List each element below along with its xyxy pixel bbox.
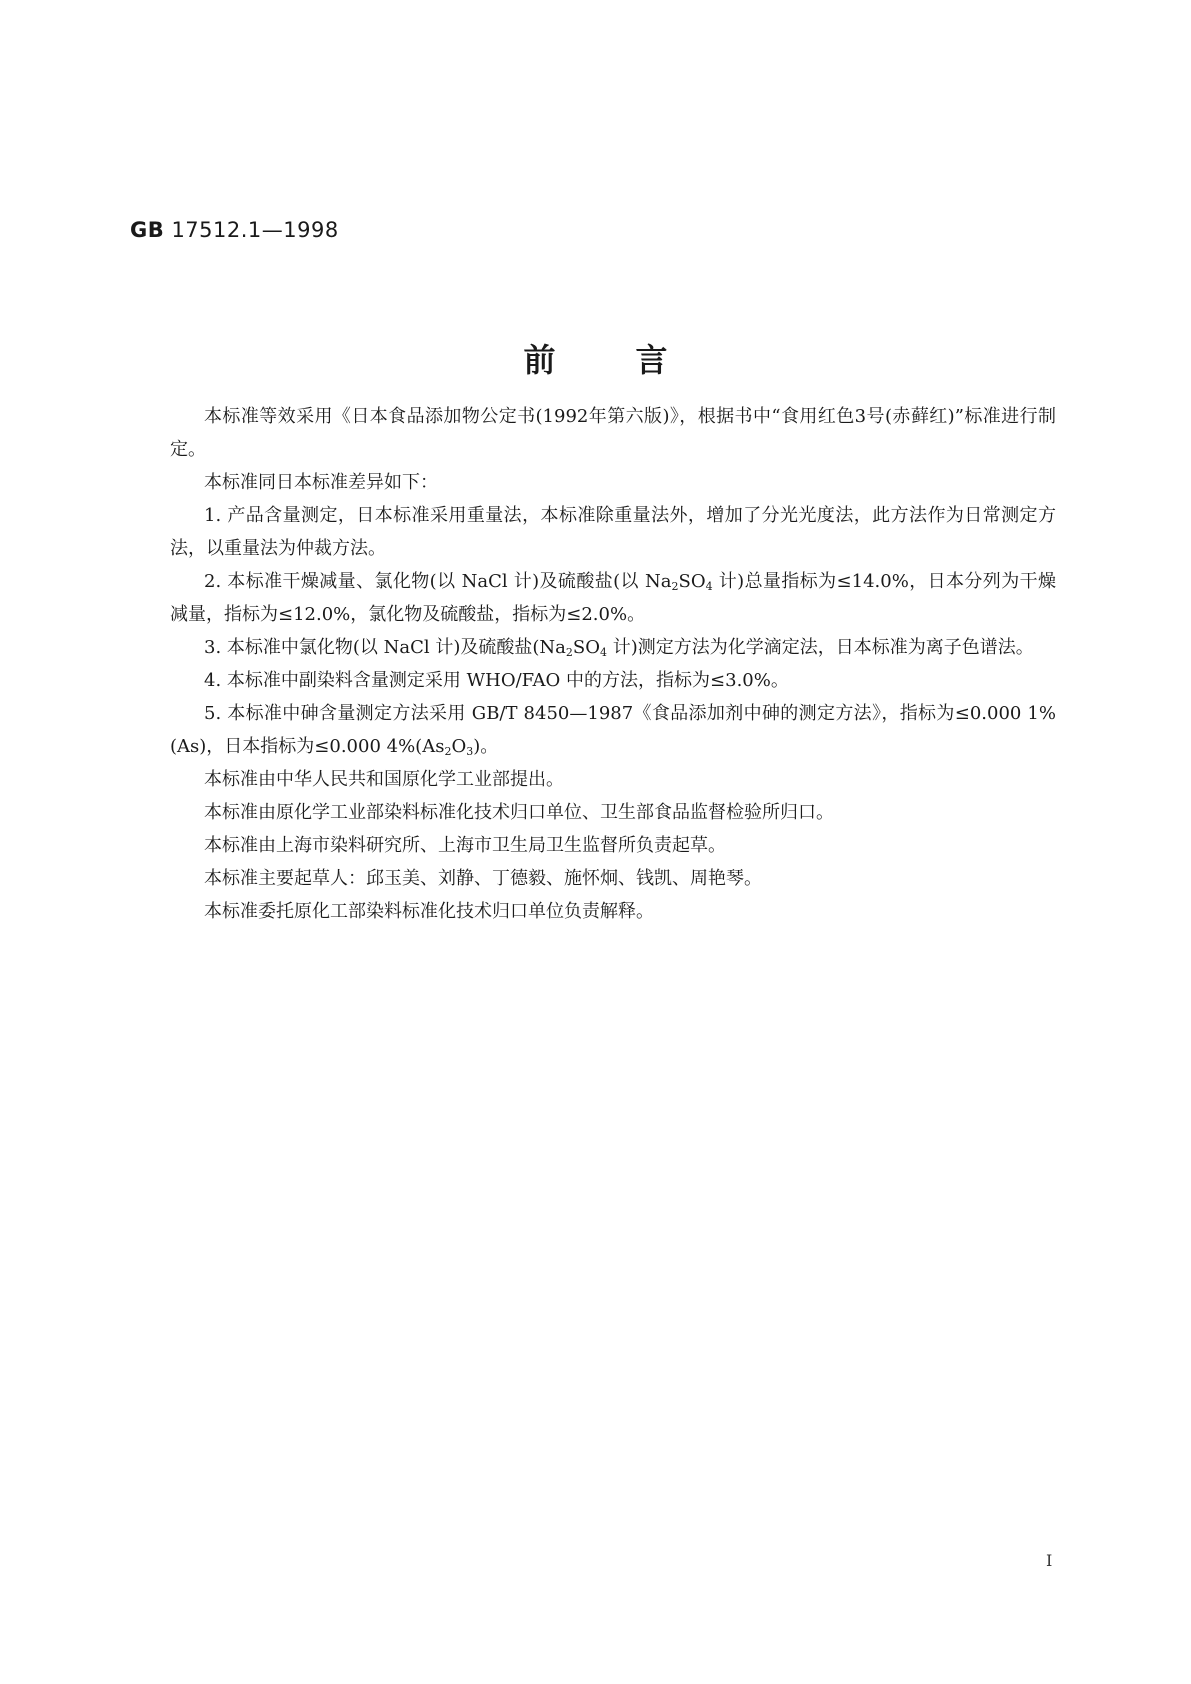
- standard-code: [130, 218, 339, 242]
- paragraph-interpretation: 本标准委托原化工部染料标准化技术归口单位负责解释。: [204, 901, 654, 922]
- paragraph-responsible-unit: 本标准由原化学工业部染料标准化技术归口单位、卫生部食品监督检验所归口。: [204, 802, 834, 823]
- paragraph-drafting-units: 本标准由上海市染料研究所、上海市卫生局卫生监督所负责起草。: [204, 835, 726, 856]
- paragraph-difference-4: 4. 本标准中副染料含量测定采用 WHO/FAO 中的方法，指标为≤3.0%。: [204, 670, 789, 691]
- paragraph-difference-3: 3. 本标准中氯化物(以 NaCl 计)及硫酸盐($Na_2SO_4$ 计)测定方法为化学滴定法，日本标准为离子色谱法。: [204, 637, 1034, 659]
- page-title: 前言: [523, 341, 748, 379]
- paragraph-difference-5: 5. 本标准中砷含量测定方法采用 GB/T 8450—1987《食品添加剂中砷的测定方法》，指标为≤0.000 1%(As)，日本指标为≤0.000 $4\%(As_2O_3)$。: [170, 703, 1056, 758]
- paragraph-difference-1: 1. 产品含量测定，日本标准采用重量法，本标准除重量法外，增加了分光光度法，此方法作为日常测定方法，以重量法为仲裁方法。: [170, 505, 1056, 559]
- paragraph-adoption: 本标准等效采用《日本食品添加物公定书(1992年第六版)》，根据书中“食用红色3号(赤藓红)”标准进行制定。: [170, 406, 1056, 460]
- paragraph-drafters: 本标准主要起草人：邱玉美、刘静、丁德毅、施怀炯、钱凯、周艳琴。: [204, 868, 762, 889]
- paragraph-difference-2: 2. 本标准干燥减量、氯化物(以 NaCl 计)及硫酸盐(以 $Na_2SO_4$ 计)总量指标为≤14.0%，日本分列为干燥减量，指标为≤12.0%，氯化物及硫酸盐，指标为≤2.0%。: [170, 571, 1056, 625]
- page-number: I: [1046, 1551, 1053, 1570]
- paragraph-differences-intro: 本标准同日本标准差异如下：: [204, 472, 438, 493]
- standard-code-prefix: GB: [130, 218, 165, 242]
- foreword-body: [170, 400, 1056, 928]
- paragraph-proposer: 本标准由中华人民共和国原化学工业部提出。: [204, 769, 564, 790]
- standard-code-number: 17512.1—1998: [171, 218, 339, 242]
